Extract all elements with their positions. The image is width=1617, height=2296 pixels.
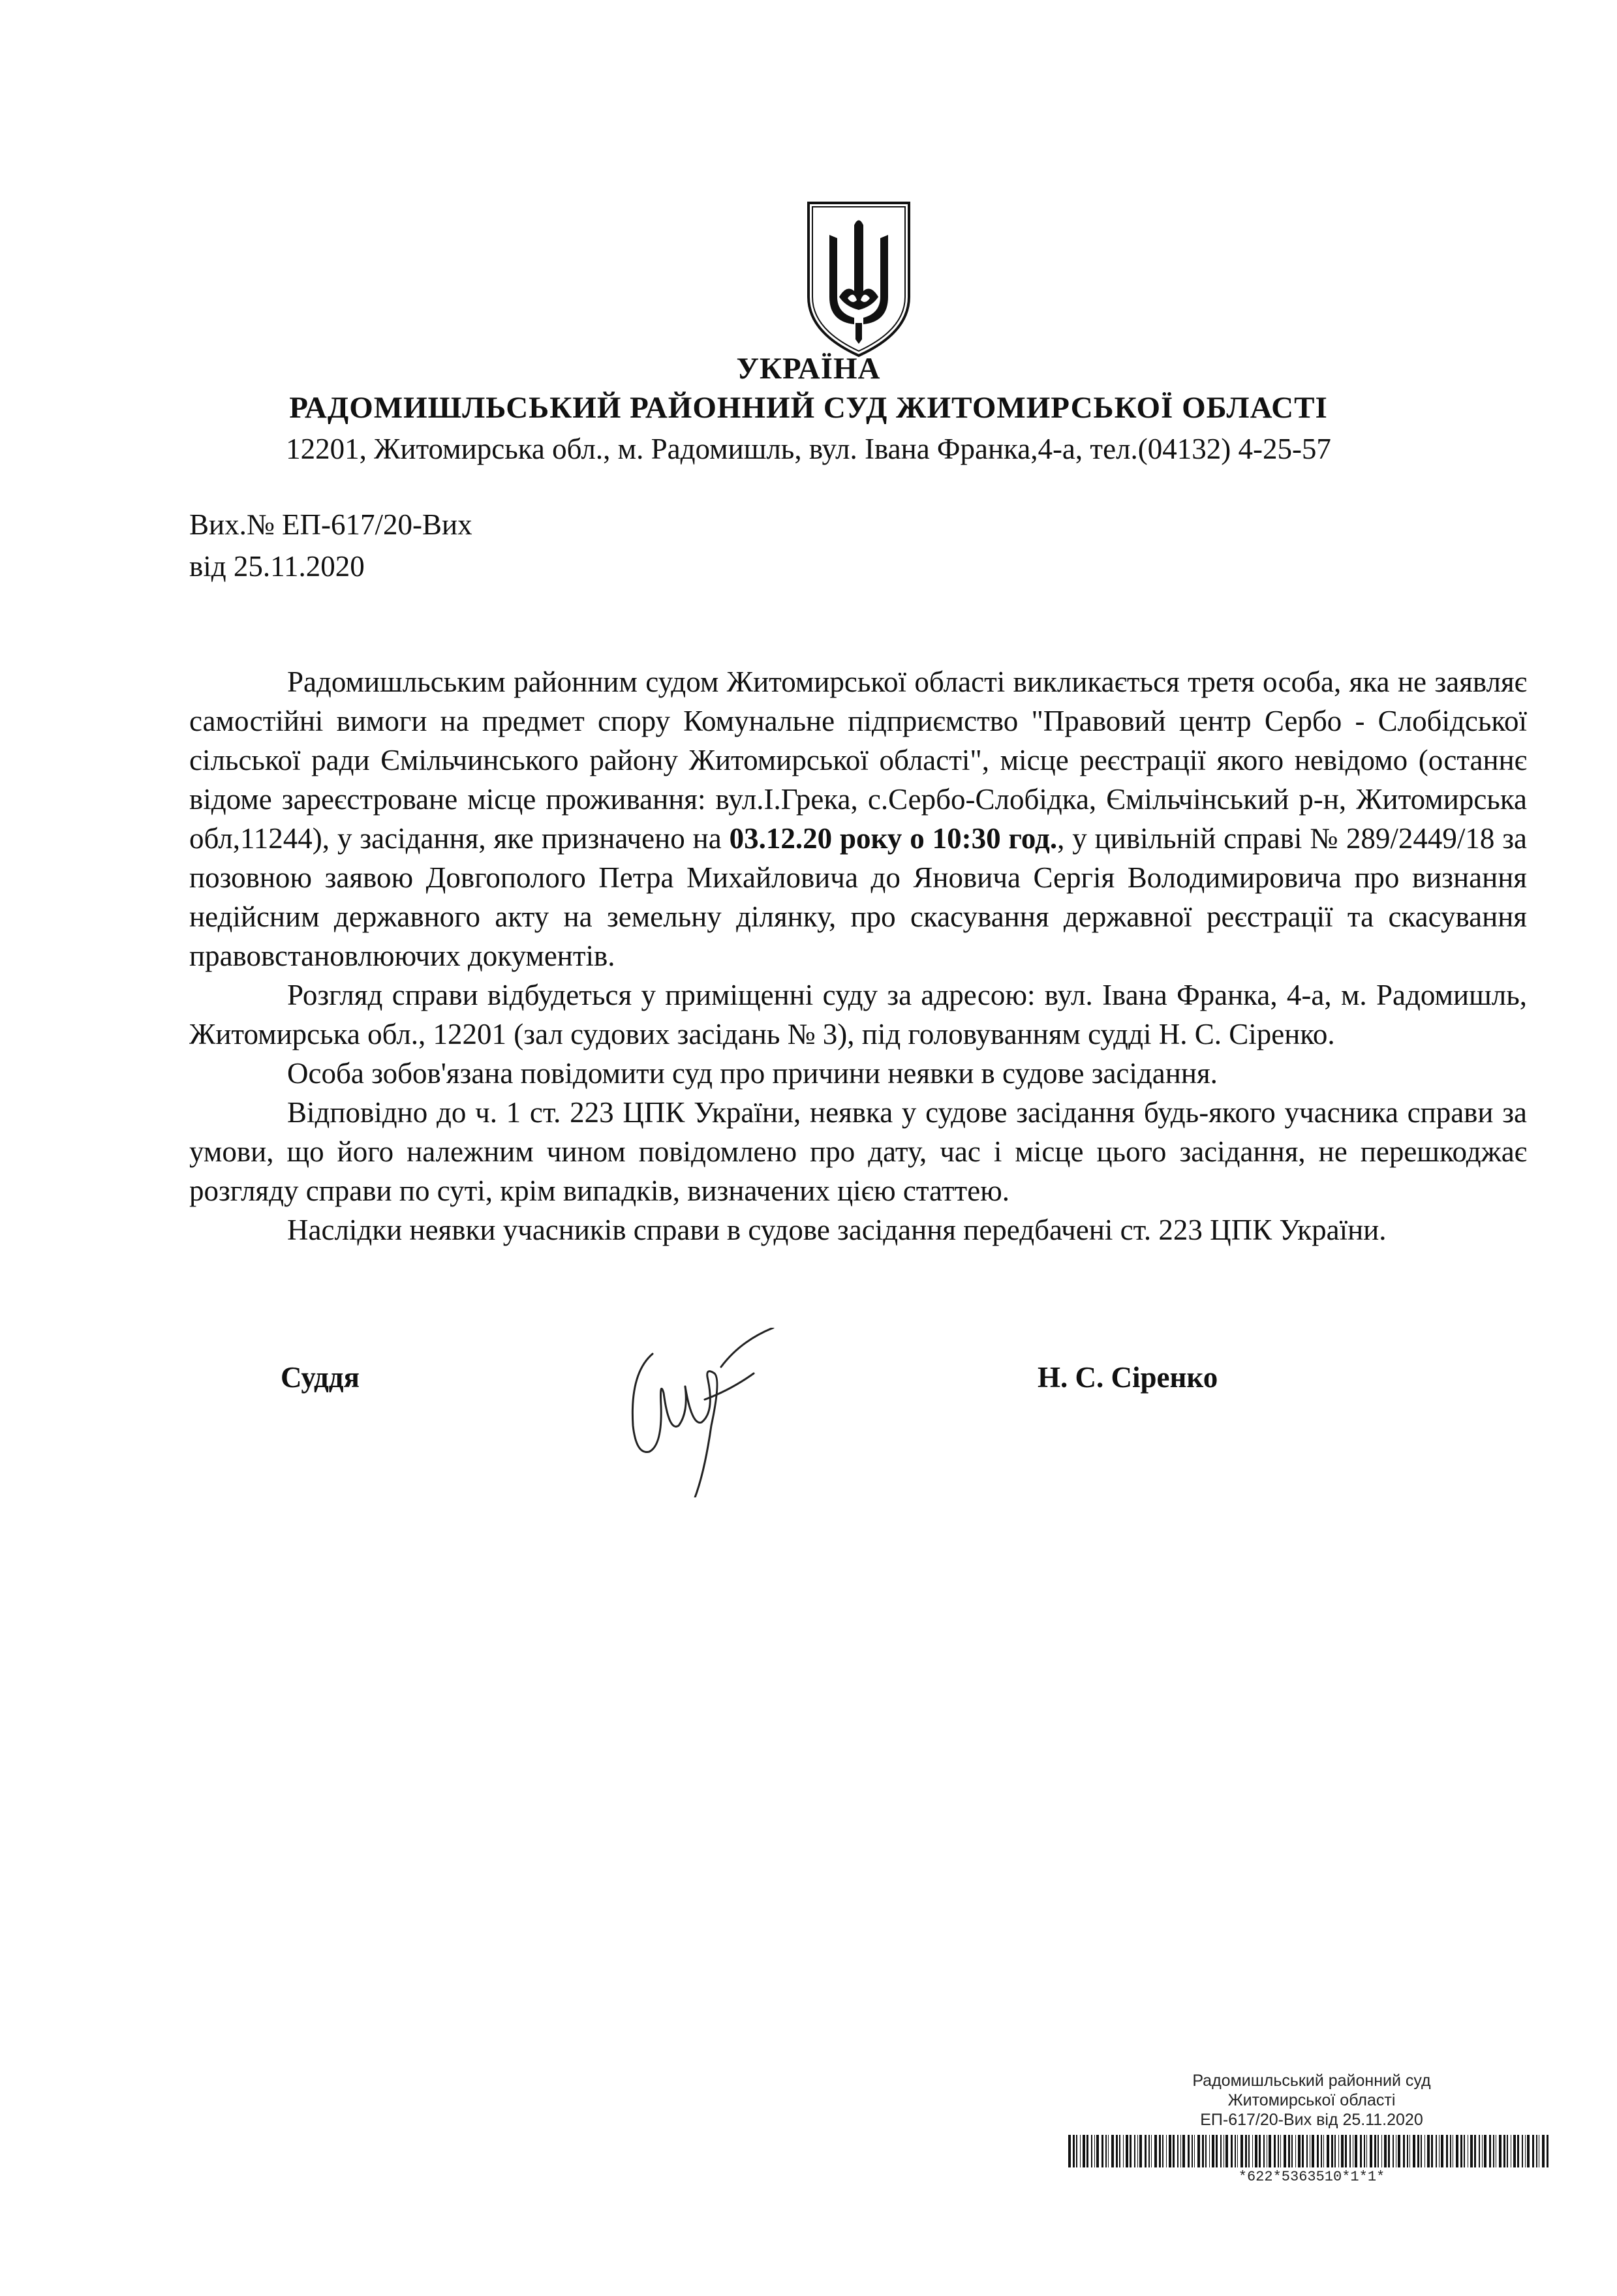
judge-title: Суддя	[281, 1361, 360, 1394]
country-heading: УКРАЇНА	[736, 352, 881, 386]
barcode-number: *622*5363510*1*1*	[1238, 2169, 1385, 2185]
judge-name: Н. С. Сіренко	[1038, 1361, 1218, 1394]
outgoing-number: Вих.№ ЕП-617/20-Вих	[189, 508, 472, 541]
hearing-datetime: 03.12.20 року о 10:30 год.	[729, 822, 1058, 855]
paragraph-summons: Радомишльським районним судом Житомирської області викликається третя особа, яка не заявляє самостійні вимоги на предмет спору Комунальне підприємство "Правовий центр Сербо - Слобідської сільської ради Ємільчинського району Житомирської області", місце реєстрації якого невідомо (останнє відоме зареєстроване місце проживання: вул.І.Грека, с.Сербо-Слобідка, Ємільчінський р-н, Житомирська обл,11244), у засідання, яке призначено на 03.12.20 року о 10:30 год., у цивільній справі № 289/2449/18 за позовною заявою Довгополого Петра Михайловича до Яновича Сергія Володимировича про визнання недійсним державного акту на земельну ділянку, про скасування державної реєстрації та скасування правовстановлюючих документів.	[189, 666, 1527, 972]
stamp-reference-line: ЕП-617/20-Вих від 25.11.2020	[1200, 2111, 1423, 2129]
barcode	[1067, 2135, 1553, 2167]
stamp-region-line: Житомирської області	[1227, 2091, 1396, 2109]
paragraph-location: Розгляд справи відбудеться у приміщенні суду за адресою: вул. Івана Франка, 4-а, м. Радомишль, Житомирська обл., 12201 (зал судових засідань № 3), під головуванням судді Н. С. Сіренко.	[189, 979, 1527, 1050]
court-name-heading: РАДОМИШЛЬСЬКИЙ РАЙОННИЙ СУД ЖИТОМИРСЬКОЇ ОБЛАСТІ	[289, 391, 1328, 425]
letter-body	[189, 662, 1527, 1249]
court-address: 12201, Житомирська обл., м. Радомишль, вул. Івана Франка,4-а, тел.(04132) 4-25-57	[286, 433, 1331, 465]
paragraph-consequences: Наслідки неявки учасників справи в судове засідання передбачені ст. 223 ЦПК України.	[287, 1214, 1387, 1246]
registration-stamp	[1070, 2071, 1553, 2130]
handwritten-signature	[617, 1328, 780, 1497]
paragraph-legal-basis: Відповідно до ч. 1 ст. 223 ЦПК України, неявка у судове засідання будь-якого учасника справи за умови, що його належним чином повідомлено про дату, час і місце цього засідання, не перешкоджає розгляду справи по суті, крім випадків, визначених цією статтею.	[189, 1096, 1527, 1207]
outgoing-date: від 25.11.2020	[189, 550, 365, 583]
coat-of-arms-emblem	[803, 199, 914, 360]
stamp-court-line: Радомишльський районний суд	[1192, 2072, 1431, 2090]
paragraph-obligation: Особа зобов'язана повідомити суд про причини неявки в судове засідання.	[287, 1057, 1218, 1090]
